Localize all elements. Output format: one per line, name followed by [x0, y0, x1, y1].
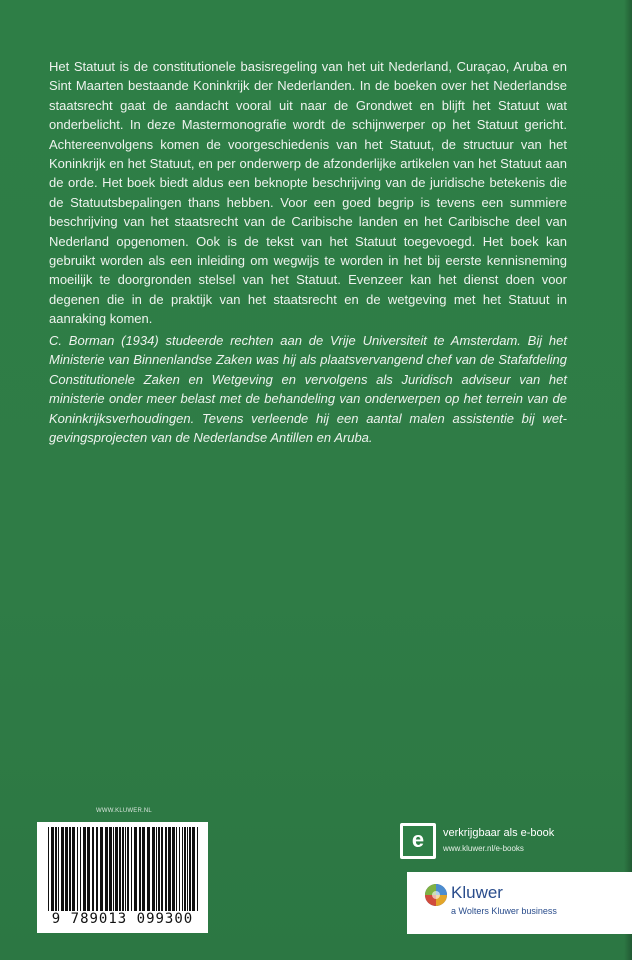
book-blurb: Het Statuut is de constitutionele basisregeling van het uit Nederland, Curaçao, Aruba en Sint Maarten bestaande Koninkrijk der Nederlanden. In de boeken over het Nederlandse staatsrecht gaat de aandacht vooral uit naar de Grondwet en blijft het Statuut wat onderbelicht. In deze Mastermonografie wordt de schijnwerper op het Statuut gericht. Achtereenvolgens komen de voorgeschiedenis van het Statuut, de structuur van het Koninkrijk en het Statuut, en per onderwerp de afzonderlijke artikelen van het Statuut aan de orde. Het boek biedt aldus een beknopte beschrijving van de juridische betekenis die de Statuutsbepalingen thans hebben. Voor een goed begrip is tevens een summiere beschrijving van het staatsrecht van de Caribische landen en het Caribische deel van Nederland opgenomen. Ook is de tekst van het Statuut toegevoegd. Het boek kan gebruikt worden als een inleiding om wegwijs te worden in het bij eerste kennisneming moeilijk te doorgronden stelsel van het Statuut. Evenzeer kan het dienst doen voor degenen die in de praktijk van het staatsrecht en de wetgeving met het Statuut in aanraking komen. [49, 59, 567, 327]
barcode-bar [152, 827, 155, 911]
barcode-bar [122, 827, 124, 911]
barcode-bar [100, 827, 103, 911]
barcode-bar [187, 827, 188, 911]
barcode-bar [168, 827, 171, 911]
barcode-bar [147, 827, 150, 911]
barcode-bar [197, 827, 198, 911]
ebook-url: www.kluwer.nl/e-books [443, 844, 524, 853]
barcode-bar [189, 827, 191, 911]
ebook-notice [400, 823, 590, 863]
barcode-bar [55, 827, 57, 911]
e-book-icon [400, 823, 436, 859]
isbn-number: 9 789013 099300 [51, 911, 194, 927]
barcode-bar [179, 827, 180, 911]
barcode-bar [119, 827, 121, 911]
barcode-bar [51, 827, 54, 911]
barcode-bar [176, 827, 177, 911]
barcode-bar [92, 827, 94, 911]
kluwer-tagline: a Wolters Kluwer business [451, 906, 557, 916]
kluwer-logo-box [407, 872, 632, 934]
barcode-bar [142, 827, 145, 911]
barcode-bar [131, 827, 132, 911]
barcode-bar [172, 827, 175, 911]
barcode-bar [192, 827, 195, 911]
barcode-bar [61, 827, 64, 911]
barcode-bar [113, 827, 114, 911]
barcode-bar [109, 827, 112, 911]
barcode-bar [158, 827, 160, 911]
barcode-bar [182, 827, 183, 911]
barcode-bar [58, 827, 59, 911]
publisher-url: WWW.KLUWER.NL [96, 808, 152, 814]
barcode-bar [139, 827, 141, 911]
kluwer-wordmark: Kluwer [451, 883, 503, 902]
cover-edge-shadow [624, 0, 632, 960]
barcode-bars [46, 827, 201, 911]
barcode-bar [105, 827, 108, 911]
svg-text:e: e [411, 827, 425, 852]
barcode-bar [184, 827, 186, 911]
barcode-bar [69, 827, 71, 911]
barcode-bar [161, 827, 163, 911]
barcode-bar [83, 827, 86, 911]
barcode-bar [87, 827, 90, 911]
barcode-bar [125, 827, 126, 911]
barcode-bar [115, 827, 118, 911]
barcode-bar [134, 827, 137, 911]
barcode-bar [72, 827, 75, 911]
barcode-bar [80, 827, 81, 911]
barcode-bar [48, 827, 49, 911]
barcode-bar [65, 827, 68, 911]
barcode-bar [156, 827, 157, 911]
author-bio: C. Borman (1934) studeerde rechten aan de Vrije Universiteit te Amsterdam. Bij het Ministerie van Binnenlandse Zaken was hij als plaatsvervangend chef van de Stafafdeling Constitutionele Zaken en Wetgeving en vervolgens als Juridisch adviseur van het ministerie onder meer belast met de behandeling van onderwerpen op het terrein van de Koninkrijksverhoudingen. Tevens verleende hij een aantal malen assistentie bij wet-gevingsprojecten van de Nederlandse Antillen en Aruba. [49, 333, 567, 446]
kluwer-globe-icon [424, 883, 448, 907]
barcode-bar [77, 827, 78, 911]
barcode-bar [96, 827, 98, 911]
ebook-label: verkrijgbaar als e-book [443, 827, 555, 839]
barcode [37, 822, 208, 933]
barcode-bar [165, 827, 167, 911]
barcode-bar [127, 827, 129, 911]
